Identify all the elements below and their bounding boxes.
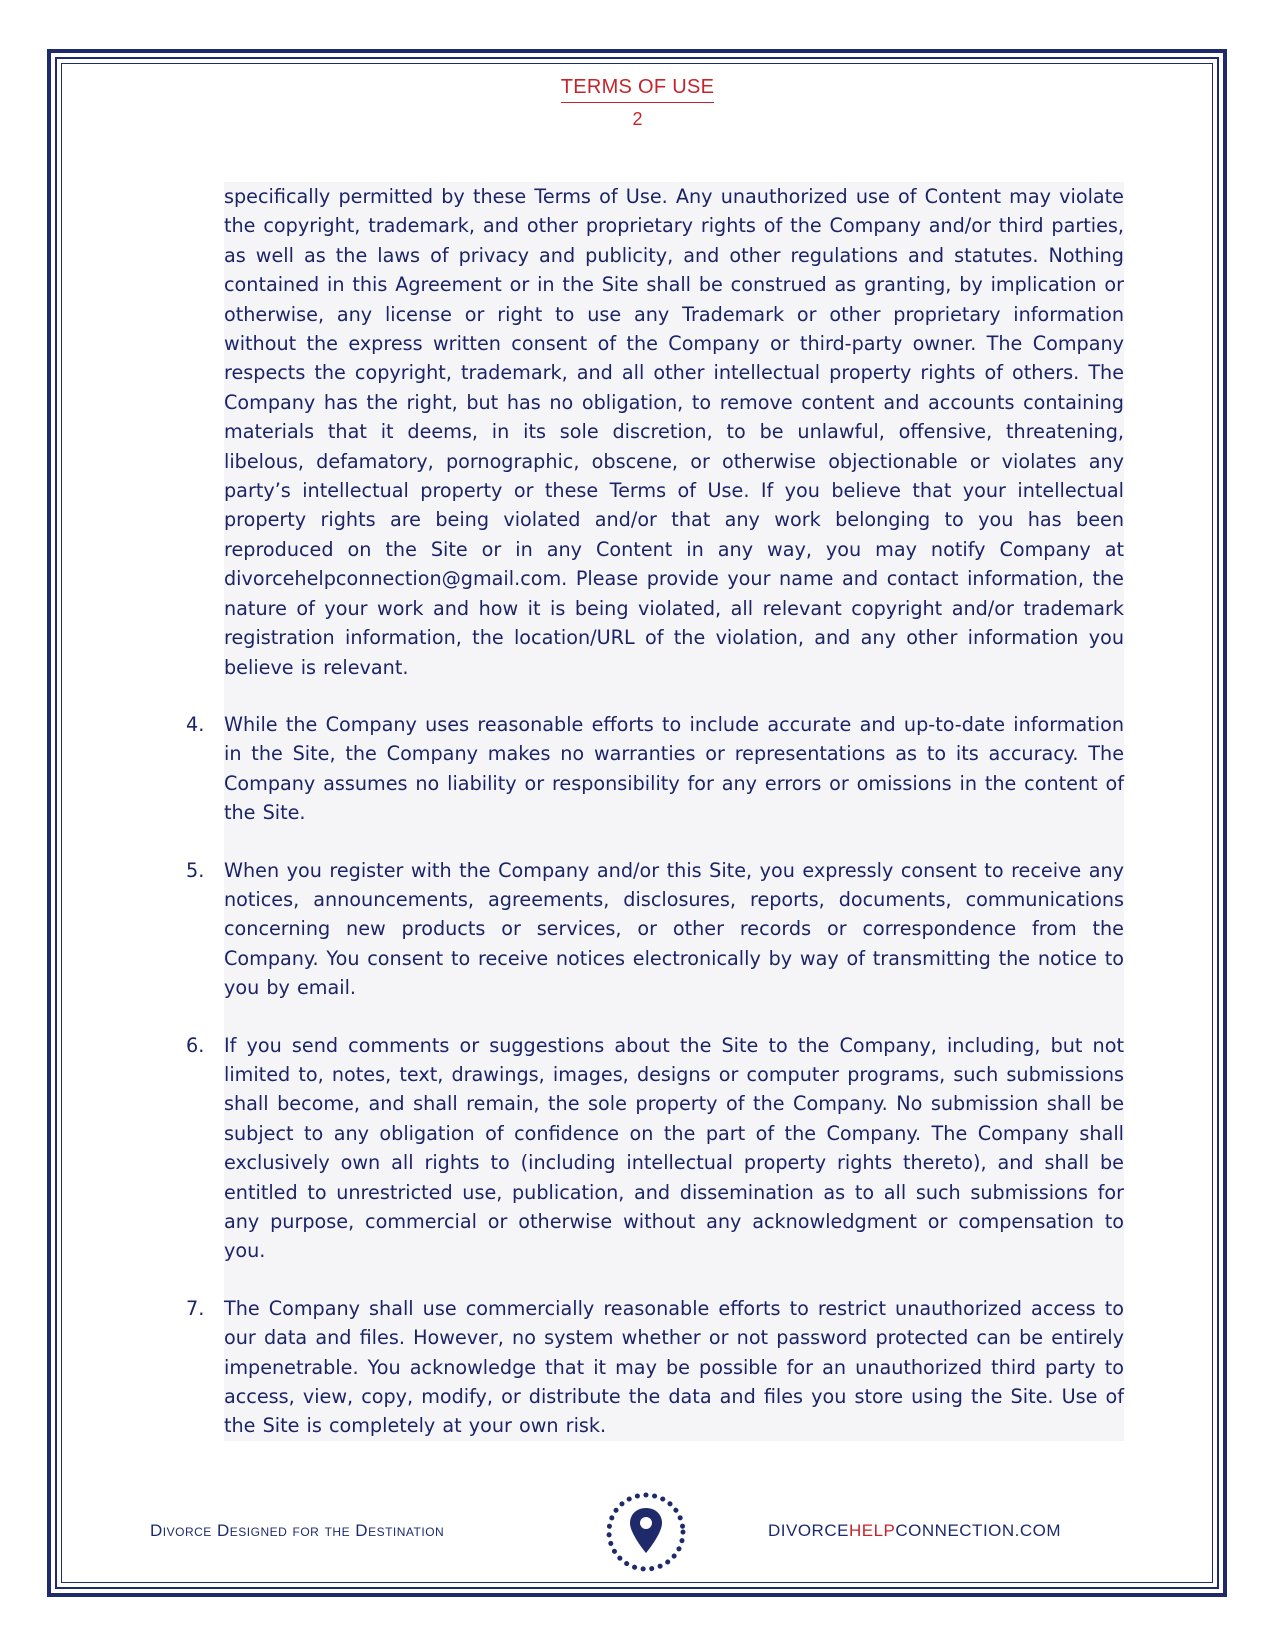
footer-website-part: DIVORCE [768,1521,849,1540]
list-item-number: 6. [186,1033,205,1057]
list-item-text: If you send comments or suggestions about the Site to the Company, including, but not limited to, notes, text, drawings, images, designs or computer programs, such submissions shall become, and shall remain, the sole property of the Company. No submission shall be subject to any obligation of confidence on the part of the Company. The Company shall exclusively own all rights to (including intellectual property rights thereto), and shall be entitled to unrestricted use, publication, and dissemination as to all such submissions for any purpose, commercial or otherwise without any acknowledgment or compensation to you. [224,1033,1124,1263]
continuation-paragraph [224,182,1124,710]
document-body [186,182,1124,1441]
footer-website-part: CONNECTION.COM [895,1521,1062,1540]
page-title: TERMS OF USE [561,76,715,103]
list-item [186,710,1124,856]
list-item [186,856,1124,1031]
footer-website-accent: HELP [848,1521,896,1540]
list-item [186,1031,1124,1294]
list-item [186,1294,1124,1441]
page-header [0,76,1275,130]
list-item-text: While the Company uses reasonable efforts to include accurate and up-to-date information in the Site, the Company makes no warranties or representations as to its accuracy. The Company assumes no liability or responsibility for any errors or omissions in the content of the Site. [224,712,1124,825]
list-item-number: 5. [186,858,205,882]
page-footer [0,1483,1275,1573]
list-item-number: 7. [186,1296,205,1320]
footer-tagline: Divorce Designed for the Destination [150,1521,445,1540]
location-pin-icon [603,1489,689,1575]
page-number: 2 [632,109,643,129]
list-item-number: 4. [186,712,205,736]
footer-website[interactable] [768,1521,1061,1541]
paragraph-text: specifically permitted by these Terms of Use. Any unauthorized use of Content may violate the copyright, trademark, and other proprietary rights of the Company and/or third parties, as well as the laws of privacy and publicity, and other regulations and statutes. Nothing contained in this Agreement or in the Site shall be construed as granting, by implication or otherwise, any license or right to use any Trademark or other proprietary information without the express written consent of the Company or third-party owner. The Company respects the copyright, trademark, and all other intellectual property rights of others. The Company has the right, but has no obligation, to remove content and accounts containing materials that it deems, in its sole discretion, to be unlawful, offensive, threatening, libelous, defamatory, pornographic, obscene, or otherwise objectionable or violates any party’s intellectual property or these Terms of Use. If you believe that your intellectual property rights are being violated and/or that any work belonging to you has been reproduced on the Site or in any Content in any way, you may notify Company at divorcehelpconnection@gmail.com. Please provide your name and contact information, the nature of your work and how it is being violated, all relevant copyright and/or trademark registration information, the location/URL of the violation, and any other information you believe is relevant. [224,185,1124,679]
list-item-text: The Company shall use commercially reasonable efforts to restrict unauthorized access to our data and files. However, no system whether or not password protected can be entirely impenetrable. You acknowledge that it may be possible for an unauthorized third party to access, view, copy, modify, or distribute the data and files you store using the Site. Use of the Site is completely at your own risk. [224,1296,1124,1438]
list-item-text: When you register with the Company and/or this Site, you expressly consent to receive any notices, announcements, agreements, disclosures, reports, documents, communications concerning new products or services, or other records or correspondence from the Company. You consent to receive notices electronically by way of transmitting the notice to you by email. [224,858,1124,1000]
